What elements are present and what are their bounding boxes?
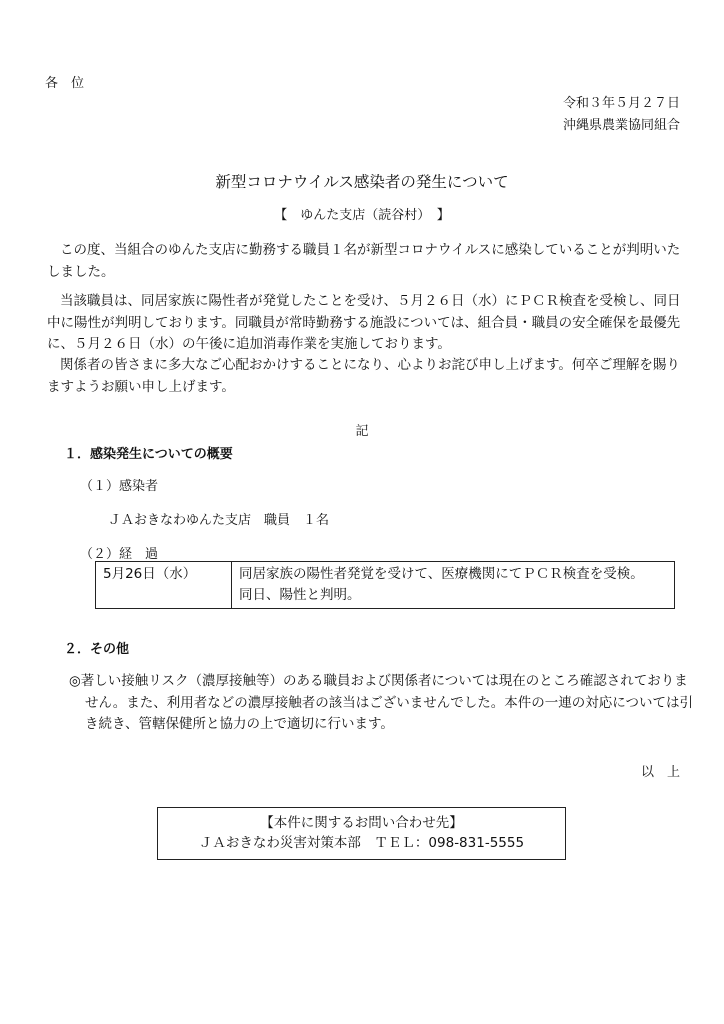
- document-subtitle: 【 ゆんた支店（読谷村） 】: [274, 208, 450, 223]
- section1-sub2-label: （２）経 過: [80, 547, 159, 562]
- timeline-table: [95, 561, 675, 609]
- document-title: 新型コロナウイルス感染者の発生について: [215, 173, 509, 191]
- table-row: [96, 562, 675, 609]
- document-date: 令和３年５月２７日: [562, 96, 680, 111]
- body-paragraph: この度、当組合のゆんた支店に勤務する職員１名が新型コロナウイルスに感染していることが判明いたしました。: [47, 242, 681, 280]
- timeline-event-line: 同日、陽性と判明。: [239, 587, 361, 603]
- section2-note: ◎著しい接触リスク（濃厚接触等）のある職員および関係者については現在のところ確認されておりません。また、利用者などの濃厚接触者の該当はございませんでした。本件の一連の対応については引き続き、管轄保健所と協力の上で適切に行います。: [69, 673, 694, 732]
- timeline-date: 5月26日（水）: [96, 562, 232, 609]
- contact-box: [157, 807, 566, 860]
- closing-mark: 以 上: [640, 765, 680, 780]
- body-paragraph: 関係者の皆さまに多大なご心配おかけすることになり、心よりお詫び申し上げます。何卒ご理解を賜りますようお願い申し上げます。: [47, 357, 680, 395]
- timeline-event-line: 同居家族の陽性者発覚を受けて、医療機関にてＰＣＲ検査を受検。: [239, 566, 644, 582]
- contact-line: ＪＡおきなわ災害対策本部 ＴＥＬ：098-831-5555: [198, 835, 525, 851]
- issuer-name: 沖縄県農業協同組合: [562, 118, 680, 133]
- section1-sub1-label: （１）感染者: [80, 479, 159, 494]
- section2-heading: ２．その他: [64, 642, 130, 657]
- section1-sub1-value: ＪＡおきなわゆんた支店 職員 １名: [108, 513, 330, 528]
- body-paragraph: 当該職員は、同居家族に陽性者が発覚したことを受け、５月２６日（水）にＰＣＲ検査を受検し、同日中に陽性が判明しております。同職員が常時勤務する施設については、組合員・職員の安全確保を最優先に、５月２６日（水）の午後に追加消毒作業を実施しております。: [47, 293, 681, 352]
- timeline-event: [232, 562, 675, 609]
- contact-title: 【本件に関するお問い合わせ先】: [260, 815, 463, 831]
- addressee: 各 位: [45, 76, 85, 91]
- section1-heading: １．感染発生についての概要: [64, 447, 233, 462]
- ki-marker: 記: [355, 424, 369, 439]
